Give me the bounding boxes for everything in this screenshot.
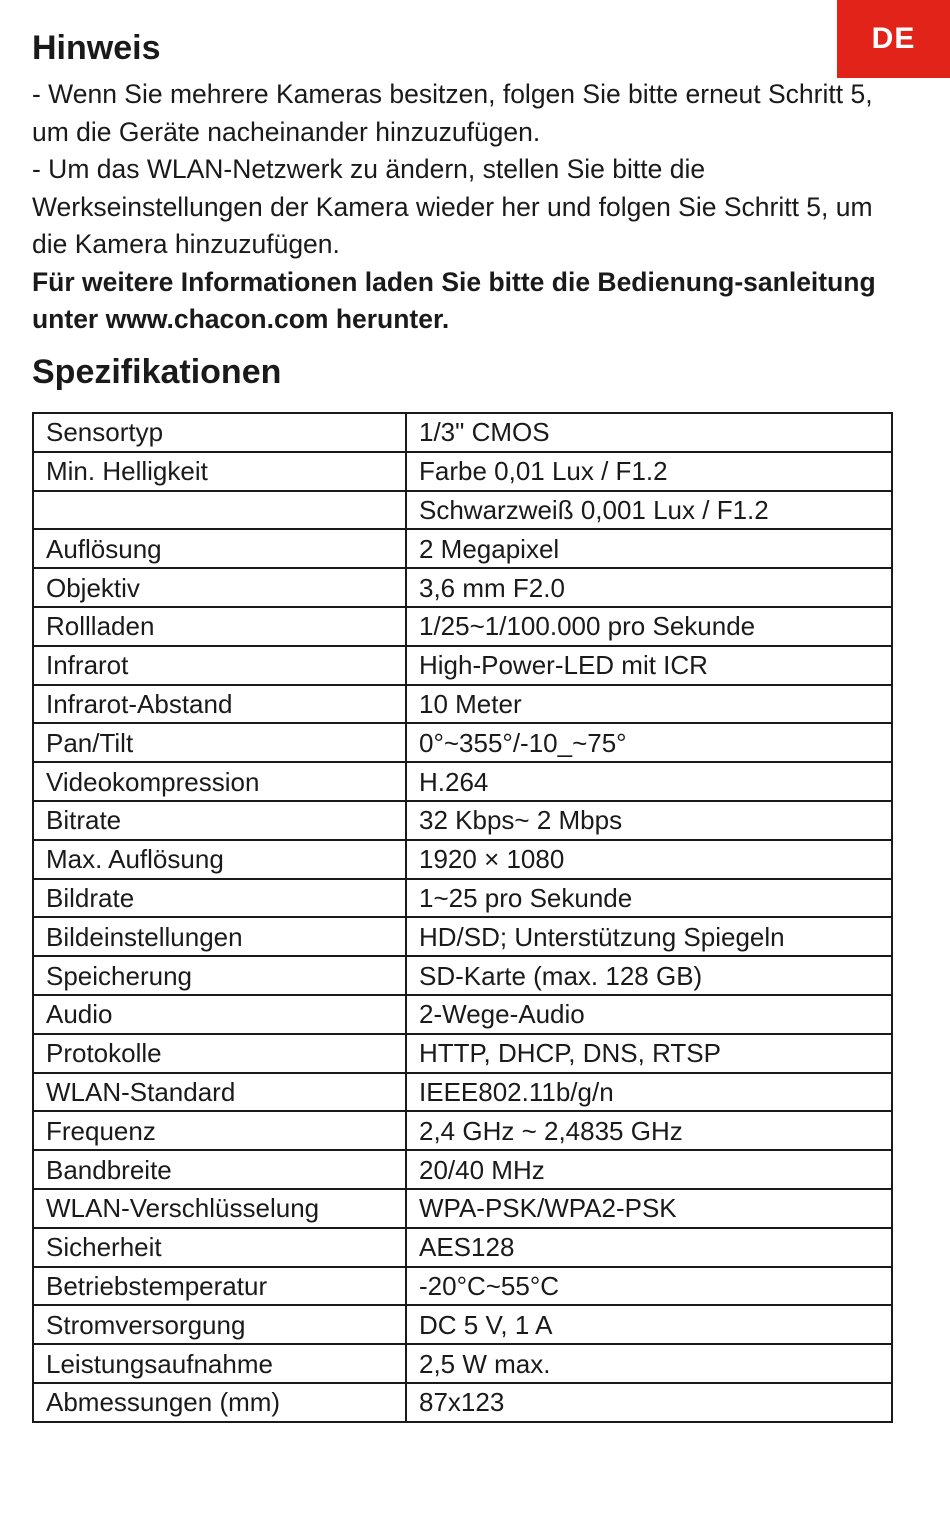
spec-label: Objektiv	[33, 568, 406, 607]
spec-value: High-Power-LED mit ICR	[406, 646, 892, 685]
spec-row	[33, 801, 892, 840]
spec-label	[33, 491, 406, 530]
spec-row	[33, 646, 892, 685]
spec-label: Infrarot	[33, 646, 406, 685]
specifications-table-body	[33, 413, 892, 1422]
spec-value: DC 5 V, 1 A	[406, 1305, 892, 1344]
spec-row	[33, 413, 892, 452]
hinweis-heading: Hinweis	[32, 29, 161, 67]
spec-value: 10 Meter	[406, 685, 892, 724]
spec-row	[33, 685, 892, 724]
spec-value: 1~25 pro Sekunde	[406, 879, 892, 918]
spec-value: SD-Karte (max. 128 GB)	[406, 956, 892, 995]
spec-label: Betriebstemperatur	[33, 1267, 406, 1306]
spec-value: 1920 × 1080	[406, 840, 892, 879]
spec-row	[33, 1073, 892, 1112]
spec-row	[33, 491, 892, 530]
spec-label: Leistungsaufnahme	[33, 1344, 406, 1383]
spec-label: Bandbreite	[33, 1150, 406, 1189]
spec-label: Frequenz	[33, 1111, 406, 1150]
hinweis-line-2: - Um das WLAN-Netzwerk zu ändern, stellen Sie bitte die Werkseinstellungen der Kamera wieder her und folgen Sie Schritt 5, um die Kamera hinzuzufügen.	[32, 154, 873, 259]
spec-row	[33, 879, 892, 918]
spec-label: Pan/Tilt	[33, 723, 406, 762]
spec-row	[33, 1034, 892, 1073]
spec-row	[33, 1228, 892, 1267]
spec-label: Sensortyp	[33, 413, 406, 452]
spec-value: 2,4 GHz ~ 2,4835 GHz	[406, 1111, 892, 1150]
spec-label: Max. Auflösung	[33, 840, 406, 879]
spec-row	[33, 452, 892, 491]
spec-value: HTTP, DHCP, DNS, RTSP	[406, 1034, 892, 1073]
spec-value: 3,6 mm F2.0	[406, 568, 892, 607]
spec-label: Speicherung	[33, 956, 406, 995]
spec-row	[33, 917, 892, 956]
spec-row	[33, 995, 892, 1034]
spec-label: WLAN-Verschlüsselung	[33, 1189, 406, 1228]
spec-row	[33, 1189, 892, 1228]
hinweis-line-1: - Wenn Sie mehrere Kameras besitzen, folgen Sie bitte erneut Schritt 5, um die Geräte nacheinander hinzuzufügen.	[32, 79, 873, 147]
spec-row	[33, 840, 892, 879]
spec-label: Auflösung	[33, 529, 406, 568]
spec-value: Schwarzweiß 0,001 Lux / F1.2	[406, 491, 892, 530]
spec-label: WLAN-Standard	[33, 1073, 406, 1112]
spec-row	[33, 956, 892, 995]
spec-value: H.264	[406, 762, 892, 801]
spec-label: Infrarot-Abstand	[33, 685, 406, 724]
spec-value: 2,5 W max.	[406, 1344, 892, 1383]
language-badge: DE	[837, 0, 950, 78]
document-content	[32, 26, 892, 397]
spec-row	[33, 762, 892, 801]
spec-label: Bildeinstellungen	[33, 917, 406, 956]
spec-value: 0°~355°/-10_~75°	[406, 723, 892, 762]
spec-label: Bildrate	[33, 879, 406, 918]
spec-value: 1/25~1/100.000 pro Sekunde	[406, 607, 892, 646]
spec-label: Abmessungen (mm)	[33, 1383, 406, 1422]
spec-row	[33, 1150, 892, 1189]
spec-row	[33, 1344, 892, 1383]
spec-value: 1/3" CMOS	[406, 413, 892, 452]
spec-label: Bitrate	[33, 801, 406, 840]
spec-value: Farbe 0,01 Lux / F1.2	[406, 452, 892, 491]
spec-value: -20°C~55°C	[406, 1267, 892, 1306]
spec-value: 32 Kbps~ 2 Mbps	[406, 801, 892, 840]
spec-value: AES128	[406, 1228, 892, 1267]
spec-label: Protokolle	[33, 1034, 406, 1073]
spec-value: 2-Wege-Audio	[406, 995, 892, 1034]
spec-label: Stromversorgung	[33, 1305, 406, 1344]
spec-label: Audio	[33, 995, 406, 1034]
spec-row	[33, 723, 892, 762]
specifications-table	[32, 412, 893, 1423]
hinweis-text	[32, 76, 892, 339]
spec-label: Min. Helligkeit	[33, 452, 406, 491]
spec-row	[33, 1383, 892, 1422]
spec-row	[33, 1111, 892, 1150]
spec-row	[33, 1267, 892, 1306]
spec-value: 87x123	[406, 1383, 892, 1422]
spec-value: IEEE802.11b/g/n	[406, 1073, 892, 1112]
spec-label: Rollladen	[33, 607, 406, 646]
spec-label: Sicherheit	[33, 1228, 406, 1267]
spec-value: 2 Megapixel	[406, 529, 892, 568]
spec-value: WPA-PSK/WPA2-PSK	[406, 1189, 892, 1228]
spec-row	[33, 607, 892, 646]
spec-row	[33, 1305, 892, 1344]
spezifikationen-heading: Spezifikationen	[32, 352, 282, 391]
spec-row	[33, 529, 892, 568]
spec-value: 20/40 MHz	[406, 1150, 892, 1189]
hinweis-more-info: Für weitere Informationen laden Sie bitte die Bedienung-sanleitung unter www.chacon.com herunter.	[32, 266, 876, 334]
spec-label: Videokompression	[33, 762, 406, 801]
spec-value: HD/SD; Unterstützung Spiegeln	[406, 917, 892, 956]
spec-row	[33, 568, 892, 607]
